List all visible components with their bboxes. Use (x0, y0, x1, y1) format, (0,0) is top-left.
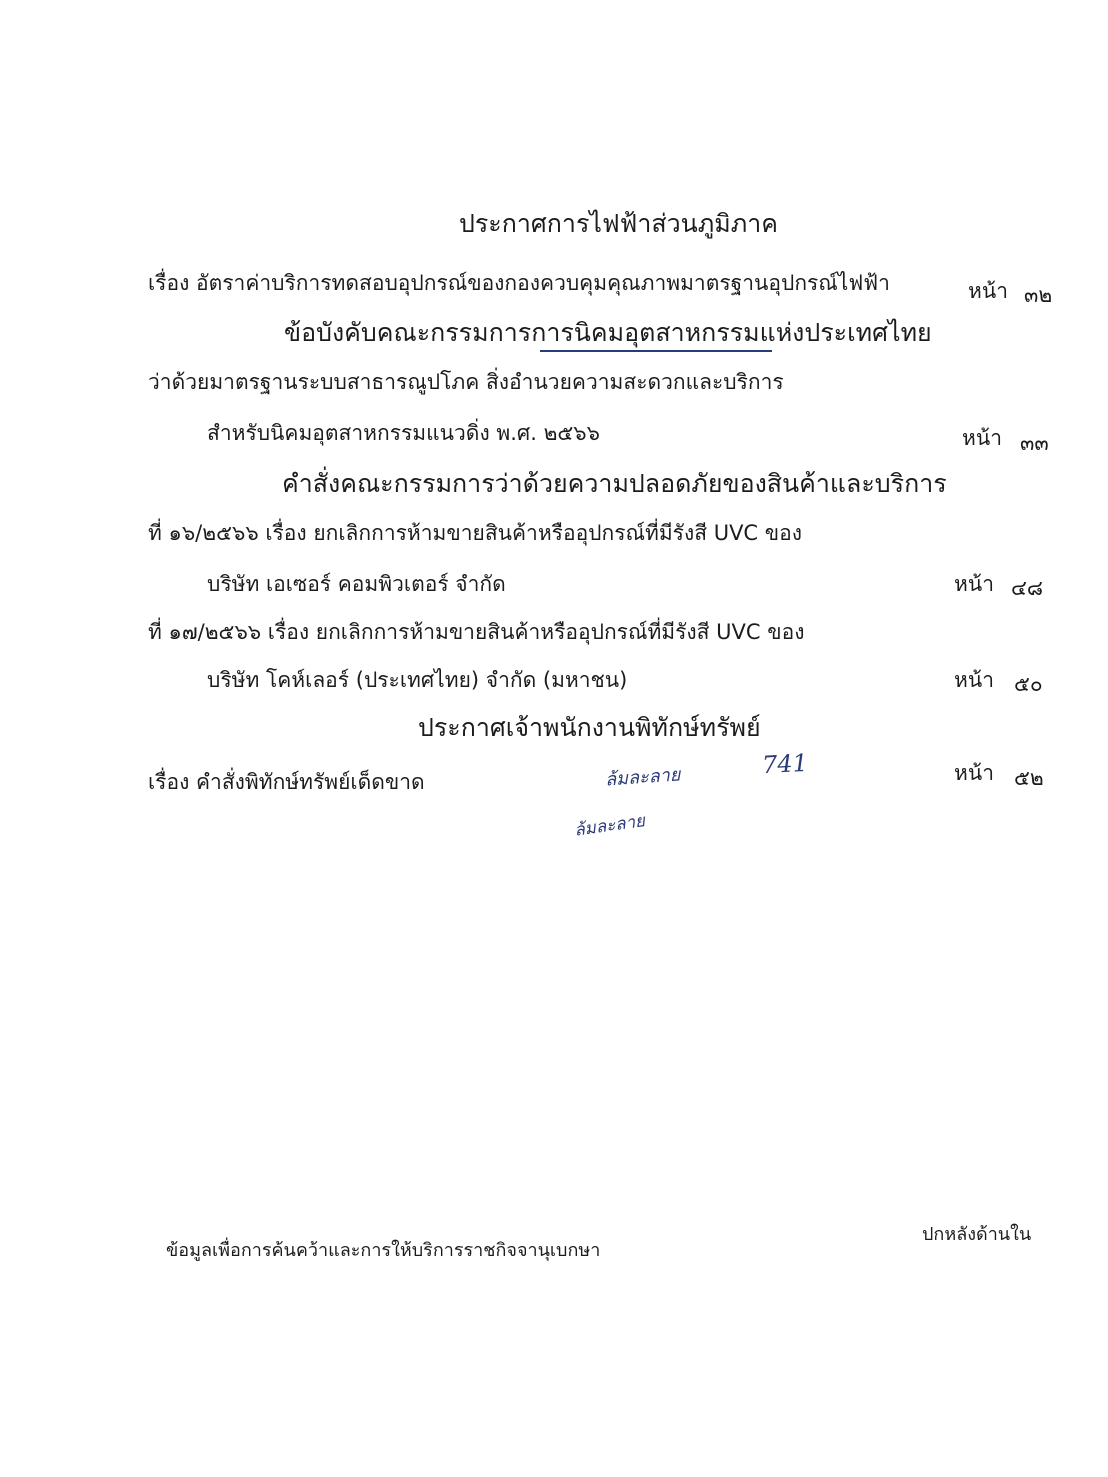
entry-line-continued: บริษัท เอเซอร์ คอมพิวเตอร์ จำกัด (207, 572, 506, 596)
footer-source-note: ข้อมูลเพื่อการค้นคว้าและการให้บริการราชกิจจานุเบกษา (166, 1240, 601, 1261)
entry-line: เรื่อง คำสั่งพิทักษ์ทรัพย์เด็ดขาด (148, 770, 425, 794)
entry-line: เรื่อง อัตราค่าบริการทดสอบอุปกรณ์ของกองควบคุมคุณภาพมาตรฐานอุปกรณ์ไฟฟ้า (148, 271, 890, 295)
entry-line-continued: บริษัท โคห์เลอร์ (ประเทศไทย) จำกัด (มหาชน) (207, 668, 628, 692)
page-number: ๓๒ (1024, 283, 1053, 307)
page-label: หน้า (962, 426, 1002, 450)
handwritten-note: ล้มละลาย (604, 764, 681, 791)
page-number: ๕๒ (1014, 766, 1044, 790)
page-label: หน้า (954, 668, 994, 692)
page-number: ๓๓ (1020, 431, 1049, 455)
handwritten-note: ล้มละลาย (573, 811, 647, 841)
entry-line: ว่าด้วยมาตรฐานระบบสาธารณูปโภค สิ่งอำนวยความสะดวกและบริการ (148, 370, 784, 394)
entry-line: ที่ ๑๗/๒๕๖๖ เรื่อง ยกเลิกการห้ามขายสินค้าหรืออุปกรณ์ที่มีรังสี UVC ของ (148, 620, 805, 644)
section-heading: ประกาศการไฟฟ้าส่วนภูมิภาค (459, 209, 778, 238)
handwritten-underline (540, 350, 772, 352)
page-number: ๔๘ (1011, 576, 1044, 600)
section-heading: ประกาศเจ้าพนักงานพิทักษ์ทรัพย์ (418, 713, 761, 742)
section-heading: ข้อบังคับคณะกรรมการการนิคมอุตสาหกรรมแห่งประเทศไทย (284, 318, 932, 347)
entry-line: ที่ ๑๖/๒๕๖๖ เรื่อง ยกเลิกการห้ามขายสินค้าหรืออุปกรณ์ที่มีรังสี UVC ของ (148, 521, 802, 545)
page-number: ๕๐ (1014, 672, 1043, 696)
handwritten-number: 741 (761, 748, 809, 780)
footer-right-label: ปกหลังด้านใน (922, 1224, 1032, 1245)
page-label: หน้า (954, 572, 994, 596)
page-label: หน้า (954, 761, 994, 785)
entry-line-continued: สำหรับนิคมอุตสาหกรรมแนวดิ่ง พ.ศ. ๒๕๖๖ (207, 421, 600, 445)
page-label: หน้า (968, 279, 1008, 303)
section-heading: คำสั่งคณะกรรมการว่าด้วยความปลอดภัยของสินค้าและบริการ (282, 469, 947, 498)
